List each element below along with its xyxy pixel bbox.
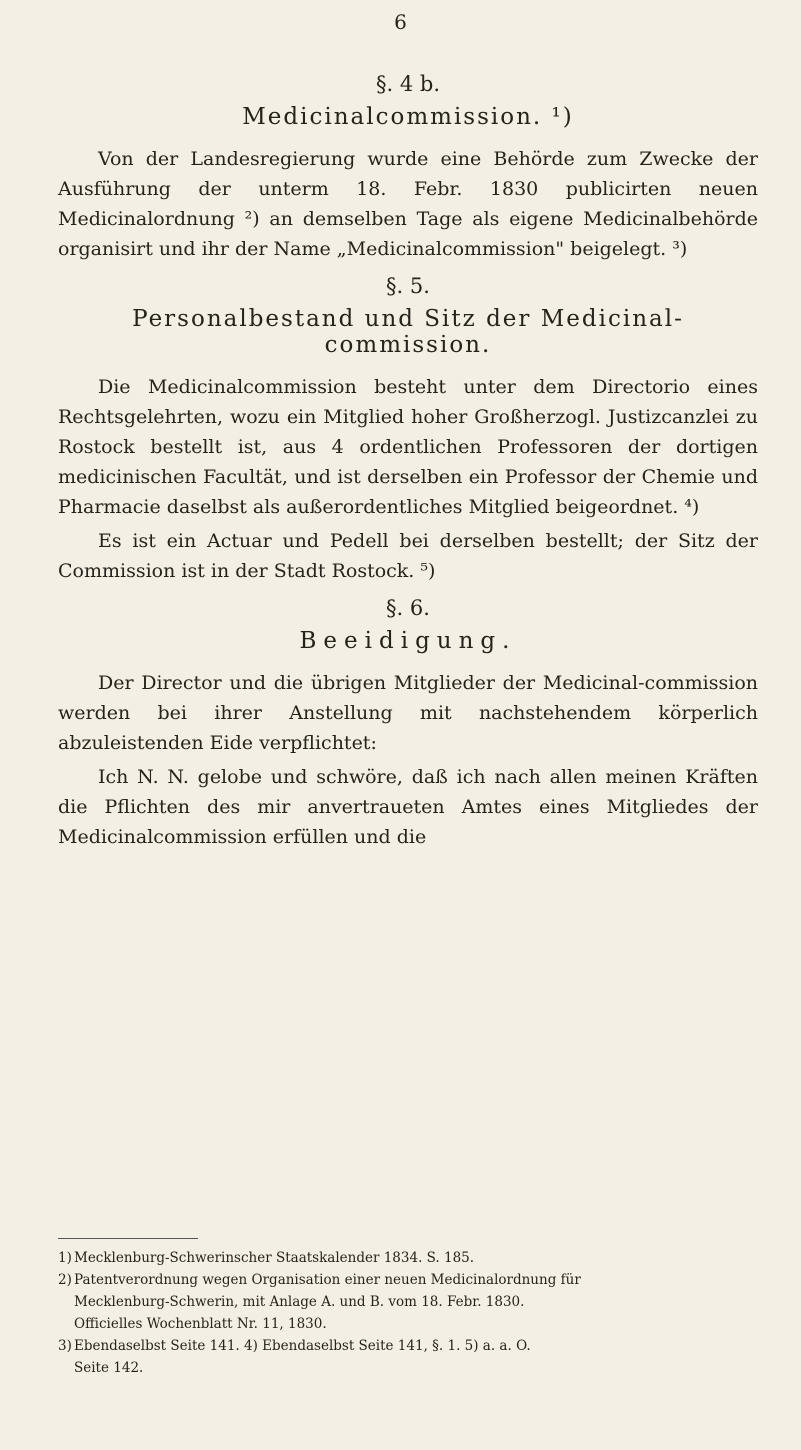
footnote-line: 1) Mecklenburg-Schwerinscher Staatskalender 1834. S. 185. [58, 1250, 475, 1266]
section-5-paragraph-2: Es ist ein Actuar und Pedell bei derselben bestellt; der Sitz der Commission ist in der Stadt Rostock. ⁵) [58, 530, 758, 582]
section-5-paragraph-1: Die Medicinalcommission besteht unter dem Directorio eines Rechtsgelehrten, wozu ein Mitglied hoher Großherzogl. Justizcanzlei zu Rostock bestellt ist, aus 4 ordentlichen Professoren der dortigen medicinischen Facultät, und ist derselben ein Professor der Chemie und Pharmacie daselbst als außerordentliches Mitglied beigeordnet. ⁴) [58, 376, 758, 518]
section-4b-paragraph: Von der Landesregierung wurde eine Behörde zum Zwecke der Ausführung der unterm 18. Febr. 1830 publicirten neuen Medicinalordnung ²) an demselben Tage als eigene Medicinalbehörde organisirt und ihr der Name „Medicinalcommission" beigelegt. ³) [58, 148, 758, 260]
oath-text: Ich N. N. gelobe und schwöre, daß ich nach allen meinen Kräften die Pflichten des mir anvertraueten Amtes eines Mitgliedes der Medicinalcommission erfüllen und die [58, 766, 758, 848]
section-5-heading: Personalbestand und Sitz der Medicinal-commission. [132, 306, 684, 358]
footnote-line: Officielles Wochenblatt Nr. 11, 1830. [74, 1316, 327, 1332]
footnote-rule [58, 1238, 198, 1239]
section-4b-heading: Medicinalcommission. ¹) [242, 104, 574, 130]
footnote-line: Seite 142. [74, 1360, 144, 1376]
section-6-paragraph: Der Director und die übrigen Mitglieder der Medicinal-commission werden bei ihrer Anstellung mit nachstehendem körperlich abzuleistenden Eide verpflichtet: [58, 672, 758, 754]
section-6-heading: Beeidigung. [299, 628, 517, 654]
footnote-line: Mecklenburg-Schwerin, mit Anlage A. und B. vom 18. Febr. 1830. [74, 1294, 525, 1310]
section-5-number: §. 5. [386, 274, 430, 298]
page-number: 6 [394, 10, 407, 34]
footnote-line: 2) Patentverordnung wegen Organisation einer neuen Medicinalordnung für [58, 1272, 581, 1288]
section-6-number: §. 6. [386, 596, 430, 620]
section-4b-number: §. 4 b. [375, 72, 440, 96]
footnote-line: 3) Ebendaselbst Seite 141. 4) Ebendaselbst Seite 141, §. 1. 5) a. a. O. [58, 1338, 531, 1354]
footnotes [58, 1238, 758, 1379]
page-body [58, 72, 758, 856]
